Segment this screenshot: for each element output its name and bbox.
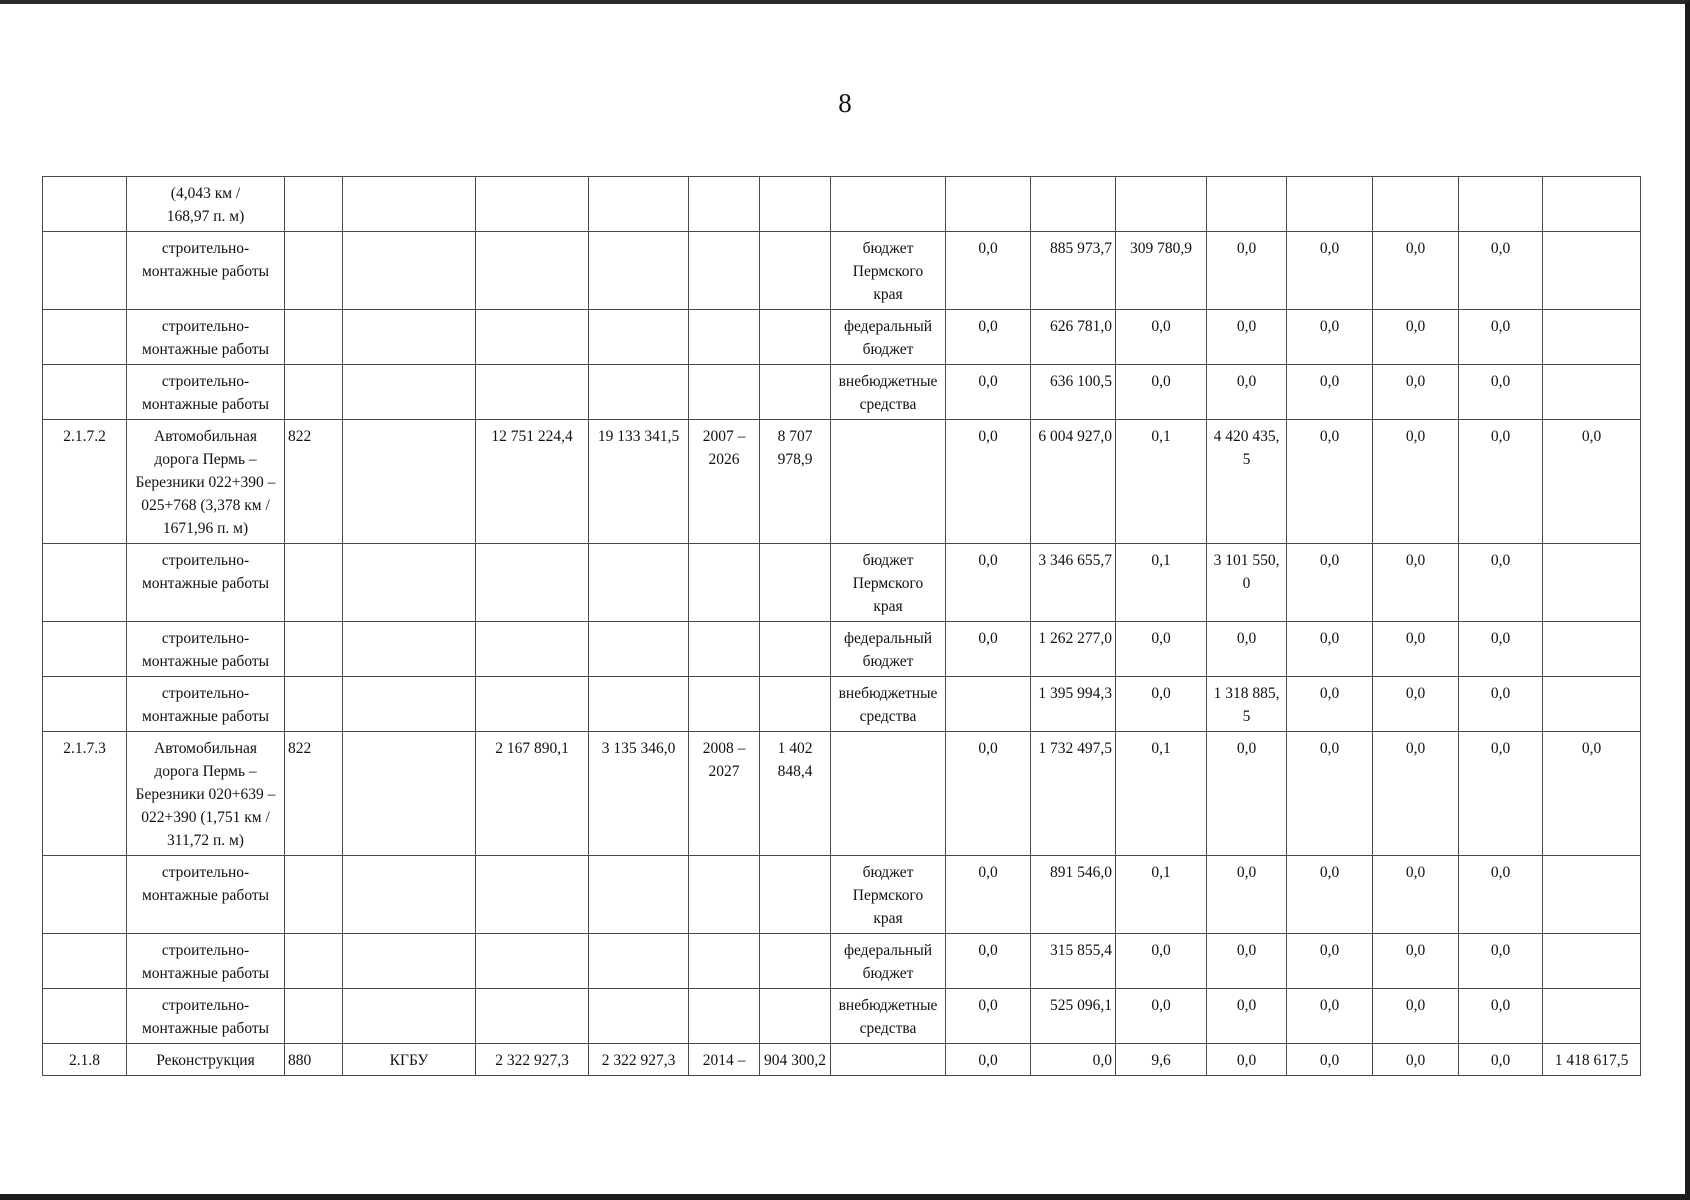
table-cell: бюджет Пермского края <box>831 544 946 622</box>
table-cell: 0,0 <box>1373 365 1459 420</box>
table-cell <box>1543 677 1641 732</box>
table-row <box>43 232 1641 310</box>
table-cell <box>343 365 476 420</box>
table-cell: 2008 – 2027 <box>689 732 760 856</box>
table-row <box>43 544 1641 622</box>
table-cell <box>689 544 760 622</box>
table-cell: 0,1 <box>1116 544 1207 622</box>
table-cell <box>831 420 946 544</box>
table-cell: 1 395 994,3 <box>1031 677 1116 732</box>
table-cell <box>689 232 760 310</box>
table-cell: 0,0 <box>1287 622 1373 677</box>
table-cell: Автомобильная дорога Пермь – Березники 020+639 – 022+390 (1,751 км / 311,72 п. м) <box>127 732 285 856</box>
table-cell <box>1543 934 1641 989</box>
table-cell <box>589 856 689 934</box>
table-cell <box>476 177 589 232</box>
table-cell <box>285 310 343 365</box>
table-cell <box>285 622 343 677</box>
budget-table <box>42 176 1641 1076</box>
table-cell: 0,0 <box>1373 420 1459 544</box>
table-cell <box>343 856 476 934</box>
table-cell: 0,0 <box>1031 1044 1116 1076</box>
table-cell: 0,0 <box>1116 677 1207 732</box>
table-cell <box>689 934 760 989</box>
table-cell <box>589 232 689 310</box>
table-cell: 0,0 <box>1459 310 1543 365</box>
table-cell <box>1373 177 1459 232</box>
table-cell <box>1031 177 1116 232</box>
table-cell <box>43 232 127 310</box>
table-cell <box>476 310 589 365</box>
table-cell: 0,0 <box>1373 732 1459 856</box>
table-cell: 0,1 <box>1116 420 1207 544</box>
table-cell: 0,0 <box>1373 1044 1459 1076</box>
table-row <box>43 177 1641 232</box>
table-cell: 0,0 <box>1207 856 1287 934</box>
table-cell: 3 101 550, 0 <box>1207 544 1287 622</box>
table-cell <box>285 934 343 989</box>
table-cell <box>689 365 760 420</box>
table-cell: строительно- монтажные работы <box>127 934 285 989</box>
table-cell <box>1543 856 1641 934</box>
table-cell <box>760 934 831 989</box>
table-cell: 4 420 435, 5 <box>1207 420 1287 544</box>
table-cell: 3 346 655,7 <box>1031 544 1116 622</box>
table-row <box>43 622 1641 677</box>
table-cell: 0,0 <box>1459 544 1543 622</box>
table-cell: 0,0 <box>1207 934 1287 989</box>
table-cell <box>1207 177 1287 232</box>
table-cell <box>43 856 127 934</box>
table-cell: 0,0 <box>1287 420 1373 544</box>
table-cell <box>343 232 476 310</box>
table-cell: 0,0 <box>1287 934 1373 989</box>
table-cell <box>760 310 831 365</box>
table-row <box>43 365 1641 420</box>
table-cell: 0,0 <box>1373 856 1459 934</box>
table-cell: 6 004 927,0 <box>1031 420 1116 544</box>
table-cell: строительно- монтажные работы <box>127 856 285 934</box>
table-cell <box>760 232 831 310</box>
table-cell: 0,0 <box>1207 310 1287 365</box>
table-cell <box>1116 177 1207 232</box>
table-cell: 0,0 <box>1373 310 1459 365</box>
table-cell <box>1543 989 1641 1044</box>
table-cell: 0,0 <box>946 934 1031 989</box>
table-cell <box>1543 622 1641 677</box>
table-cell: 1 262 277,0 <box>1031 622 1116 677</box>
table-cell: 0,0 <box>1287 677 1373 732</box>
table-cell: Реконструкция <box>127 1044 285 1076</box>
table-cell: 309 780,9 <box>1116 232 1207 310</box>
table-cell: строительно- монтажные работы <box>127 365 285 420</box>
table-cell <box>760 622 831 677</box>
table-cell: 2014 – <box>689 1044 760 1076</box>
table-cell: 0,0 <box>1459 1044 1543 1076</box>
table-cell: бюджет Пермского края <box>831 856 946 934</box>
table-cell <box>589 934 689 989</box>
table-cell: 0,0 <box>946 1044 1031 1076</box>
table-cell: 2 322 927,3 <box>589 1044 689 1076</box>
table-cell: 2007 – 2026 <box>689 420 760 544</box>
table-cell: (4,043 км / 168,97 п. м) <box>127 177 285 232</box>
table-cell <box>589 989 689 1044</box>
table-cell: 0,0 <box>1287 732 1373 856</box>
table-cell: бюджет Пермского края <box>831 232 946 310</box>
table-row <box>43 310 1641 365</box>
table-cell <box>343 420 476 544</box>
table-cell: 904 300,2 <box>760 1044 831 1076</box>
table-cell <box>1287 177 1373 232</box>
table-cell: 0,0 <box>1116 310 1207 365</box>
table-cell: 0,0 <box>946 989 1031 1044</box>
table-cell: 0,0 <box>1373 622 1459 677</box>
table-cell <box>589 677 689 732</box>
table-cell: 8 707 978,9 <box>760 420 831 544</box>
table-cell <box>946 677 1031 732</box>
table-cell: 822 <box>285 732 343 856</box>
table-row <box>43 732 1641 856</box>
table-cell <box>43 934 127 989</box>
table-cell: 0,0 <box>1459 232 1543 310</box>
table-cell <box>343 622 476 677</box>
table-cell <box>1543 177 1641 232</box>
table-row <box>43 856 1641 934</box>
table-cell: 0,0 <box>1459 420 1543 544</box>
table-cell: 1 418 617,5 <box>1543 1044 1641 1076</box>
table-cell <box>1543 365 1641 420</box>
table-cell <box>343 677 476 732</box>
table-cell <box>476 856 589 934</box>
table-cell: федеральный бюджет <box>831 622 946 677</box>
table-cell: 3 135 346,0 <box>589 732 689 856</box>
table-cell <box>589 310 689 365</box>
table-cell <box>285 232 343 310</box>
table-cell: 822 <box>285 420 343 544</box>
table-cell: строительно- монтажные работы <box>127 232 285 310</box>
table-cell: 880 <box>285 1044 343 1076</box>
table-cell <box>760 177 831 232</box>
table-cell: 0,0 <box>1207 732 1287 856</box>
table-row <box>43 989 1641 1044</box>
table-cell: 0,0 <box>1287 232 1373 310</box>
table-cell: строительно- монтажные работы <box>127 677 285 732</box>
table-cell: 0,0 <box>1207 622 1287 677</box>
table-cell <box>1543 310 1641 365</box>
table-cell: 0,0 <box>1287 1044 1373 1076</box>
table-cell <box>476 544 589 622</box>
table-cell: строительно- монтажные работы <box>127 310 285 365</box>
table-cell <box>43 365 127 420</box>
table-cell: 0,0 <box>1373 989 1459 1044</box>
table-cell: 0,0 <box>946 310 1031 365</box>
table-cell <box>831 177 946 232</box>
table-cell: внебюджетные средства <box>831 989 946 1044</box>
table-cell <box>689 177 760 232</box>
table-cell: строительно- монтажные работы <box>127 544 285 622</box>
table-cell: КГБУ <box>343 1044 476 1076</box>
table-cell: 2.1.7.3 <box>43 732 127 856</box>
table-cell: Автомобильная дорога Пермь – Березники 022+390 – 025+768 (3,378 км / 1671,96 п. м) <box>127 420 285 544</box>
table-cell: 9,6 <box>1116 1044 1207 1076</box>
table-row <box>43 934 1641 989</box>
table-cell: 0,0 <box>1287 544 1373 622</box>
table-cell <box>1543 232 1641 310</box>
table-cell: 0,0 <box>1459 677 1543 732</box>
table-cell: 12 751 224,4 <box>476 420 589 544</box>
table-cell: 891 546,0 <box>1031 856 1116 934</box>
table-cell: 1 402 848,4 <box>760 732 831 856</box>
table-cell: 525 096,1 <box>1031 989 1116 1044</box>
table-cell <box>43 177 127 232</box>
table-cell: 0,0 <box>1373 677 1459 732</box>
table-cell: 0,0 <box>1207 232 1287 310</box>
table-cell: внебюджетные средства <box>831 677 946 732</box>
table-cell: 0,0 <box>1116 365 1207 420</box>
table-cell <box>476 622 589 677</box>
table-cell: 0,0 <box>1287 856 1373 934</box>
table-cell: 885 973,7 <box>1031 232 1116 310</box>
table-cell: строительно- монтажные работы <box>127 622 285 677</box>
table-cell <box>43 544 127 622</box>
table-cell <box>343 989 476 1044</box>
table-cell <box>1543 544 1641 622</box>
table-cell <box>760 989 831 1044</box>
table-cell: 0,0 <box>946 232 1031 310</box>
table-cell <box>43 622 127 677</box>
table-cell <box>689 310 760 365</box>
table-cell <box>343 177 476 232</box>
table-cell: 0,1 <box>1116 856 1207 934</box>
table-cell: 19 133 341,5 <box>589 420 689 544</box>
table-cell <box>43 677 127 732</box>
table-cell <box>760 856 831 934</box>
table-cell <box>343 310 476 365</box>
table-cell: 0,0 <box>1373 934 1459 989</box>
table-cell: 626 781,0 <box>1031 310 1116 365</box>
table-cell: 0,0 <box>1116 934 1207 989</box>
table-cell <box>343 934 476 989</box>
table-cell: 2 322 927,3 <box>476 1044 589 1076</box>
table-row <box>43 677 1641 732</box>
table-cell: 0,0 <box>946 544 1031 622</box>
table-cell: 0,0 <box>1459 365 1543 420</box>
table-cell <box>476 677 589 732</box>
table-cell <box>285 677 343 732</box>
table-cell: 0,0 <box>1116 989 1207 1044</box>
table-cell <box>285 544 343 622</box>
table-cell: 0,1 <box>1116 732 1207 856</box>
table-cell <box>343 544 476 622</box>
table-cell <box>589 365 689 420</box>
table-cell <box>476 934 589 989</box>
table-cell: 2.1.7.2 <box>43 420 127 544</box>
table-cell: 0,0 <box>1543 732 1641 856</box>
table-cell: 0,0 <box>1207 1044 1287 1076</box>
table-cell: 0,0 <box>1459 732 1543 856</box>
table-cell: 0,0 <box>1287 365 1373 420</box>
table-cell: 0,0 <box>1207 365 1287 420</box>
table-cell: 0,0 <box>1373 544 1459 622</box>
table-cell <box>831 732 946 856</box>
table-cell <box>760 544 831 622</box>
table-cell: 0,0 <box>946 420 1031 544</box>
table-cell <box>476 232 589 310</box>
table-cell: строительно- монтажные работы <box>127 989 285 1044</box>
table-cell: внебюджетные средства <box>831 365 946 420</box>
table-cell: 2 167 890,1 <box>476 732 589 856</box>
table-cell <box>831 1044 946 1076</box>
table-cell: 0,0 <box>1459 989 1543 1044</box>
table-cell: 0,0 <box>1459 856 1543 934</box>
table-cell: федеральный бюджет <box>831 934 946 989</box>
table-cell <box>285 365 343 420</box>
table-cell <box>689 989 760 1044</box>
table-cell: 0,0 <box>946 365 1031 420</box>
table-cell <box>285 856 343 934</box>
table-cell: 1 318 885, 5 <box>1207 677 1287 732</box>
table-cell: 0,0 <box>946 732 1031 856</box>
table-cell <box>689 856 760 934</box>
table-cell: 315 855,4 <box>1031 934 1116 989</box>
table-cell: 0,0 <box>946 856 1031 934</box>
table-cell <box>760 677 831 732</box>
table-cell: 636 100,5 <box>1031 365 1116 420</box>
table-cell: 0,0 <box>1287 310 1373 365</box>
table-cell <box>476 365 589 420</box>
table-cell: 0,0 <box>946 622 1031 677</box>
table-cell <box>946 177 1031 232</box>
table-cell <box>285 989 343 1044</box>
table-cell <box>589 544 689 622</box>
table-cell: 0,0 <box>1116 622 1207 677</box>
table-cell: 2.1.8 <box>43 1044 127 1076</box>
table-cell <box>43 310 127 365</box>
table-cell: 0,0 <box>1207 989 1287 1044</box>
table-row <box>43 420 1641 544</box>
table-cell <box>343 732 476 856</box>
table-cell <box>689 622 760 677</box>
table-cell: 0,0 <box>1459 622 1543 677</box>
table-cell: 0,0 <box>1459 934 1543 989</box>
table-cell <box>285 177 343 232</box>
table-cell: 0,0 <box>1373 232 1459 310</box>
table-cell: 0,0 <box>1543 420 1641 544</box>
table-cell <box>589 622 689 677</box>
page-number: 8 <box>838 88 852 118</box>
table-cell <box>589 177 689 232</box>
table-cell <box>1459 177 1543 232</box>
table-cell: федеральный бюджет <box>831 310 946 365</box>
table-row <box>43 1044 1641 1076</box>
table-cell <box>689 677 760 732</box>
table-cell <box>43 989 127 1044</box>
table-cell <box>760 365 831 420</box>
table-cell <box>476 989 589 1044</box>
table-cell: 1 732 497,5 <box>1031 732 1116 856</box>
table-cell: 0,0 <box>1287 989 1373 1044</box>
